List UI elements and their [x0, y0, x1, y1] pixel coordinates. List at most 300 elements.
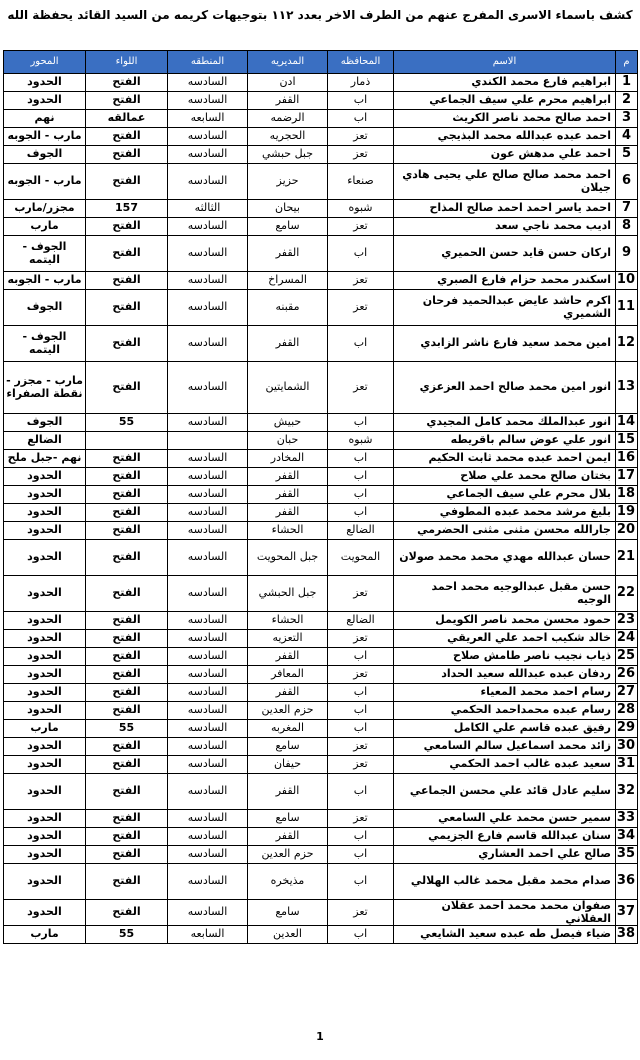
cell-region: السادسه [168, 362, 248, 414]
cell-name: ردفان عبده عبدالله سعيد الحداد [394, 666, 616, 684]
cell-brigade: الفتح [86, 128, 168, 146]
cell-axis: الحدود [4, 576, 86, 612]
cell-region: السادسه [168, 684, 248, 702]
cell-governorate: شبوه [328, 432, 394, 450]
cell-governorate: تعز [328, 810, 394, 828]
cell-axis: نهم [4, 110, 86, 128]
cell-region: السادسه [168, 468, 248, 486]
cell-name: بختان صالح محمد علي صلاح [394, 468, 616, 486]
cell-number: 13 [616, 362, 638, 414]
cell-district: سامع [248, 738, 328, 756]
cell-number: 25 [616, 648, 638, 666]
cell-brigade: الفتح [86, 164, 168, 200]
cell-brigade: الفتح [86, 846, 168, 864]
cell-governorate: الضالع [328, 522, 394, 540]
cell-brigade: الفتح [86, 92, 168, 110]
cell-axis: الحدود [4, 504, 86, 522]
cell-axis: الحدود [4, 828, 86, 846]
cell-axis: مارب - الجوبه [4, 164, 86, 200]
cell-number: 2 [616, 92, 638, 110]
table-row [4, 450, 638, 468]
cell-axis: الحدود [4, 522, 86, 540]
cell-brigade: الفتح [86, 290, 168, 326]
cell-number: 1 [616, 74, 638, 92]
cell-district: ادن [248, 74, 328, 92]
prisoners-table [3, 50, 638, 944]
cell-name: ضياء فيصل طه عبده سعيد الشايعي [394, 926, 616, 944]
cell-name: خالد شكيب احمد علي العريقي [394, 630, 616, 648]
cell-district: القفر [248, 486, 328, 504]
header-name: الاسم [394, 51, 616, 74]
table-row [4, 74, 638, 92]
cell-governorate: تعز [328, 666, 394, 684]
cell-axis: الحدود [4, 468, 86, 486]
table-row [4, 504, 638, 522]
cell-name: حسان عبدالله مهدي محمد محمد صولان [394, 540, 616, 576]
table-body [4, 74, 638, 944]
table-row [4, 612, 638, 630]
cell-name: جارالله محسن مثنى مثنى الحضرمي [394, 522, 616, 540]
table-header-row [4, 51, 638, 74]
cell-brigade: الفتح [86, 326, 168, 362]
cell-name: انور علي عوض سالم باقريطه [394, 432, 616, 450]
cell-number: 29 [616, 720, 638, 738]
table-row [4, 128, 638, 146]
cell-brigade: الفتح [86, 774, 168, 810]
cell-number: 35 [616, 846, 638, 864]
cell-name: ابراهيم محرم علي سيف الجماعي [394, 92, 616, 110]
cell-name: اديب محمد ناجي سعد [394, 218, 616, 236]
cell-brigade: الفتح [86, 864, 168, 900]
cell-district: جبل حبشي [248, 146, 328, 164]
cell-governorate: تعز [328, 218, 394, 236]
cell-region: السادسه [168, 702, 248, 720]
cell-brigade: عمالقه [86, 110, 168, 128]
table-row [4, 684, 638, 702]
cell-name: سليم عادل قائد علي محسن الجماعي [394, 774, 616, 810]
cell-number: 37 [616, 900, 638, 926]
cell-district: القفر [248, 92, 328, 110]
cell-governorate: اب [328, 414, 394, 432]
cell-number: 24 [616, 630, 638, 648]
cell-brigade: الفتح [86, 612, 168, 630]
cell-governorate: اب [328, 504, 394, 522]
cell-district: المسراخ [248, 272, 328, 290]
cell-brigade: الفتح [86, 272, 168, 290]
cell-region: السادسه [168, 630, 248, 648]
cell-name: احمد صالح محمد ناصر الكريث [394, 110, 616, 128]
cell-axis: الحدود [4, 900, 86, 926]
cell-name: رسام عبده محمداحمد الحكمي [394, 702, 616, 720]
cell-region: السادسه [168, 864, 248, 900]
cell-brigade: الفتح [86, 666, 168, 684]
cell-district: الحشاء [248, 522, 328, 540]
cell-region: السادسه [168, 504, 248, 522]
cell-number: 14 [616, 414, 638, 432]
cell-name: احمد علي مدهش عون [394, 146, 616, 164]
cell-brigade: 55 [86, 926, 168, 944]
cell-axis: مارب - الجوبه [4, 128, 86, 146]
cell-district: سامع [248, 900, 328, 926]
cell-region: السادسه [168, 612, 248, 630]
cell-name: رفيق عبده قاسم علي الكامل [394, 720, 616, 738]
cell-governorate: اب [328, 648, 394, 666]
cell-brigade: الفتح [86, 828, 168, 846]
cell-axis: الحدود [4, 666, 86, 684]
cell-district: القفر [248, 828, 328, 846]
header-number: م [616, 51, 638, 74]
cell-name: صفوان محمد محمد احمد عقلان العقلاني [394, 900, 616, 926]
cell-governorate: اب [328, 236, 394, 272]
cell-governorate: اب [328, 864, 394, 900]
table-row [4, 414, 638, 432]
cell-name: سنان عبدالله قاسم فارع الجزيمي [394, 828, 616, 846]
cell-district: القفر [248, 236, 328, 272]
cell-governorate: اب [328, 702, 394, 720]
cell-brigade: الفتح [86, 576, 168, 612]
cell-number: 16 [616, 450, 638, 468]
cell-axis: الحدود [4, 486, 86, 504]
cell-governorate: تعز [328, 146, 394, 164]
cell-region: السادسه [168, 128, 248, 146]
cell-district: الرضمه [248, 110, 328, 128]
cell-district: القفر [248, 774, 328, 810]
table-row [4, 774, 638, 810]
table-row [4, 362, 638, 414]
cell-number: 20 [616, 522, 638, 540]
cell-district: حبيش [248, 414, 328, 432]
cell-region: السادسه [168, 326, 248, 362]
cell-name: احمد ياسر احمد احمد صالح المذاح [394, 200, 616, 218]
cell-name: امين محمد سعيد فارع ناشر الزابدي [394, 326, 616, 362]
cell-region: السادسه [168, 648, 248, 666]
cell-brigade: الفتح [86, 702, 168, 720]
cell-region: السادسه [168, 828, 248, 846]
cell-governorate: اب [328, 774, 394, 810]
cell-district: بيحان [248, 200, 328, 218]
cell-region: السادسه [168, 666, 248, 684]
cell-number: 21 [616, 540, 638, 576]
cell-number: 9 [616, 236, 638, 272]
cell-governorate: اب [328, 450, 394, 468]
table-row [4, 92, 638, 110]
cell-axis: الحدود [4, 92, 86, 110]
cell-axis: الحدود [4, 738, 86, 756]
cell-name: اركان حسن قايد حسن الحميري [394, 236, 616, 272]
cell-number: 33 [616, 810, 638, 828]
cell-number: 30 [616, 738, 638, 756]
cell-number: 18 [616, 486, 638, 504]
cell-name: سعيد عبده غالب احمد الحكمي [394, 756, 616, 774]
header-axis: المحور [4, 51, 86, 74]
table-row [4, 846, 638, 864]
cell-district: مقبنه [248, 290, 328, 326]
cell-region: السادسه [168, 846, 248, 864]
table-row [4, 926, 638, 944]
cell-axis: الجوف - اليتمه [4, 326, 86, 362]
table-row [4, 576, 638, 612]
table-row [4, 738, 638, 756]
cell-district: حبان [248, 432, 328, 450]
cell-axis: الحدود [4, 540, 86, 576]
cell-region: السادسه [168, 236, 248, 272]
cell-name: اسكندر محمد حزام فارع الصبري [394, 272, 616, 290]
cell-region: السادسه [168, 164, 248, 200]
cell-governorate: اب [328, 684, 394, 702]
cell-number: 31 [616, 756, 638, 774]
cell-name: ذياب نجيب ناصر طامش صلاح [394, 648, 616, 666]
cell-brigade: 157 [86, 200, 168, 218]
table-row [4, 630, 638, 648]
cell-axis: الحدود [4, 684, 86, 702]
cell-axis: الجوف - اليتمه [4, 236, 86, 272]
cell-governorate: اب [328, 92, 394, 110]
cell-number: 19 [616, 504, 638, 522]
cell-brigade [86, 432, 168, 450]
header-district: المديريه [248, 51, 328, 74]
cell-district: القفر [248, 504, 328, 522]
cell-district: حزيز [248, 164, 328, 200]
page-title: كشف باسماء الاسرى المفرج عنهم من الطرف الاخر بعدد ١١٢ بتوجيهات كريمه من السيد القائد يحفظة الله [7, 8, 633, 22]
table-row [4, 326, 638, 362]
cell-axis: الحدود [4, 756, 86, 774]
header-region: المنطقه [168, 51, 248, 74]
cell-name: سمير حسن محمد علي السامعي [394, 810, 616, 828]
cell-number: 27 [616, 684, 638, 702]
cell-district: المخادر [248, 450, 328, 468]
cell-axis: الحدود [4, 648, 86, 666]
cell-number: 10 [616, 272, 638, 290]
cell-region: السادسه [168, 290, 248, 326]
cell-axis: نهم -جبل ملح [4, 450, 86, 468]
cell-number: 6 [616, 164, 638, 200]
cell-district: القفر [248, 468, 328, 486]
cell-axis: الحدود [4, 846, 86, 864]
cell-governorate: تعز [328, 738, 394, 756]
table-row [4, 756, 638, 774]
cell-region: السادسه [168, 756, 248, 774]
cell-region: السادسه [168, 450, 248, 468]
cell-brigade: الفتح [86, 486, 168, 504]
cell-governorate: الضالع [328, 612, 394, 630]
cell-governorate: اب [328, 326, 394, 362]
cell-region: السادسه [168, 414, 248, 432]
cell-brigade: الفتح [86, 738, 168, 756]
cell-axis: الحدود [4, 74, 86, 92]
cell-name: زائد محمد اسماعيل سالم السامعي [394, 738, 616, 756]
table-row [4, 522, 638, 540]
cell-district: التعزيه [248, 630, 328, 648]
cell-name: حمود محسن محمد ناصر الكويمل [394, 612, 616, 630]
cell-name: رسام احمد محمد المعياء [394, 684, 616, 702]
cell-brigade: الفتح [86, 648, 168, 666]
cell-district: المغربه [248, 720, 328, 738]
cell-brigade: الفتح [86, 810, 168, 828]
cell-district: سامع [248, 810, 328, 828]
cell-region: السادسه [168, 522, 248, 540]
table-row [4, 236, 638, 272]
cell-governorate: اب [328, 110, 394, 128]
cell-district: حيفان [248, 756, 328, 774]
table-row [4, 720, 638, 738]
header-brigade: اللواء [86, 51, 168, 74]
cell-name: ابراهيم فارع محمد الكندي [394, 74, 616, 92]
table-row [4, 648, 638, 666]
cell-number: 11 [616, 290, 638, 326]
table-row [4, 540, 638, 576]
cell-governorate: اب [328, 486, 394, 504]
cell-region: السادسه [168, 900, 248, 926]
cell-region: السادسه [168, 810, 248, 828]
table-row [4, 432, 638, 450]
cell-axis: الحدود [4, 864, 86, 900]
header-governorate: المحافظه [328, 51, 394, 74]
cell-district: سامع [248, 218, 328, 236]
cell-name: اكرم حاشد عايض عبدالحميد فرحان الشميري [394, 290, 616, 326]
cell-district: الحجريه [248, 128, 328, 146]
cell-axis: مجزر/مارب [4, 200, 86, 218]
cell-number: 12 [616, 326, 638, 362]
cell-number: 5 [616, 146, 638, 164]
cell-axis: مارب [4, 926, 86, 944]
cell-district: المعافر [248, 666, 328, 684]
table-row [4, 864, 638, 900]
table-row [4, 702, 638, 720]
cell-governorate: تعز [328, 290, 394, 326]
cell-axis: الضالع [4, 432, 86, 450]
cell-district: القفر [248, 326, 328, 362]
table-row [4, 828, 638, 846]
cell-number: 8 [616, 218, 638, 236]
cell-governorate: شبوه [328, 200, 394, 218]
cell-number: 26 [616, 666, 638, 684]
cell-governorate: تعز [328, 272, 394, 290]
cell-district: القفر [248, 648, 328, 666]
cell-governorate: اب [328, 720, 394, 738]
cell-district: مذيخره [248, 864, 328, 900]
cell-brigade: 55 [86, 720, 168, 738]
table-row [4, 272, 638, 290]
cell-governorate: المحويت [328, 540, 394, 576]
cell-number: 23 [616, 612, 638, 630]
cell-axis: الجوف [4, 146, 86, 164]
cell-brigade: الفتح [86, 684, 168, 702]
cell-name: بليغ مرشد محمد عبده المطوفي [394, 504, 616, 522]
cell-district: جبل المحويت [248, 540, 328, 576]
cell-number: 4 [616, 128, 638, 146]
cell-name: حسن مقبل عبدالوجيه محمد احمد الوجيه [394, 576, 616, 612]
cell-name: صدام محمد مقبل محمد غالب الهلالي [394, 864, 616, 900]
cell-brigade: الفتح [86, 900, 168, 926]
cell-brigade: الفتح [86, 468, 168, 486]
cell-district: العدين [248, 926, 328, 944]
table-row [4, 146, 638, 164]
cell-number: 17 [616, 468, 638, 486]
cell-governorate: تعز [328, 128, 394, 146]
cell-region: السابعه [168, 926, 248, 944]
cell-name: انور عبدالملك محمد كامل المجيدي [394, 414, 616, 432]
cell-region: السادسه [168, 272, 248, 290]
table-row [4, 290, 638, 326]
cell-brigade: الفتح [86, 630, 168, 648]
cell-axis: الجوف [4, 290, 86, 326]
cell-district: الحشاء [248, 612, 328, 630]
cell-name: انور امين محمد صالح احمد العزعزي [394, 362, 616, 414]
cell-axis: الحدود [4, 702, 86, 720]
cell-region: السادسه [168, 74, 248, 92]
cell-region: السادسه [168, 738, 248, 756]
cell-number: 32 [616, 774, 638, 810]
cell-brigade: الفتح [86, 504, 168, 522]
cell-brigade: الفتح [86, 450, 168, 468]
cell-governorate: تعز [328, 362, 394, 414]
cell-governorate: تعز [328, 576, 394, 612]
table-row [4, 468, 638, 486]
cell-brigade: الفتح [86, 522, 168, 540]
table-row [4, 110, 638, 128]
cell-district: القفر [248, 684, 328, 702]
cell-region: السادسه [168, 92, 248, 110]
cell-axis: الحدود [4, 774, 86, 810]
cell-governorate: ذمار [328, 74, 394, 92]
cell-district: حزم العدين [248, 702, 328, 720]
cell-number: 22 [616, 576, 638, 612]
cell-axis: مارب [4, 218, 86, 236]
cell-governorate: صنعاء [328, 164, 394, 200]
cell-region: الثالثه [168, 200, 248, 218]
table-row [4, 200, 638, 218]
cell-governorate: اب [328, 846, 394, 864]
cell-governorate: تعز [328, 756, 394, 774]
table-row [4, 486, 638, 504]
cell-brigade: الفتح [86, 146, 168, 164]
cell-region: السادسه [168, 486, 248, 504]
cell-region: السادسه [168, 540, 248, 576]
cell-number: 3 [616, 110, 638, 128]
cell-axis: الحدود [4, 810, 86, 828]
table-row [4, 810, 638, 828]
cell-region: السادسه [168, 218, 248, 236]
cell-number: 34 [616, 828, 638, 846]
cell-region: السابعه [168, 110, 248, 128]
page-number: 1 [316, 1030, 324, 1043]
cell-governorate: اب [328, 468, 394, 486]
cell-governorate: تعز [328, 900, 394, 926]
cell-region: السادسه [168, 576, 248, 612]
cell-region: السادسه [168, 720, 248, 738]
cell-name: صالح علي احمد العشاري [394, 846, 616, 864]
cell-name: احمد عبده عبدالله محمد البذيجي [394, 128, 616, 146]
cell-name: بلال محرم علي سيف الجماعي [394, 486, 616, 504]
cell-number: 36 [616, 864, 638, 900]
cell-governorate: تعز [328, 630, 394, 648]
cell-district: الشمايتين [248, 362, 328, 414]
cell-axis: مارب [4, 720, 86, 738]
cell-axis: الحدود [4, 612, 86, 630]
table-row [4, 900, 638, 926]
table-row [4, 218, 638, 236]
cell-number: 7 [616, 200, 638, 218]
cell-axis: مارب - مجزر - نقطة الصفراء [4, 362, 86, 414]
cell-governorate: اب [328, 828, 394, 846]
cell-number: 38 [616, 926, 638, 944]
prisoners-table-container [3, 50, 637, 944]
cell-governorate: اب [328, 926, 394, 944]
cell-axis: الحدود [4, 630, 86, 648]
cell-region [168, 432, 248, 450]
table-header [4, 51, 638, 74]
cell-name: احمد محمد صالح صالح علي يحيى هادي جيلان [394, 164, 616, 200]
